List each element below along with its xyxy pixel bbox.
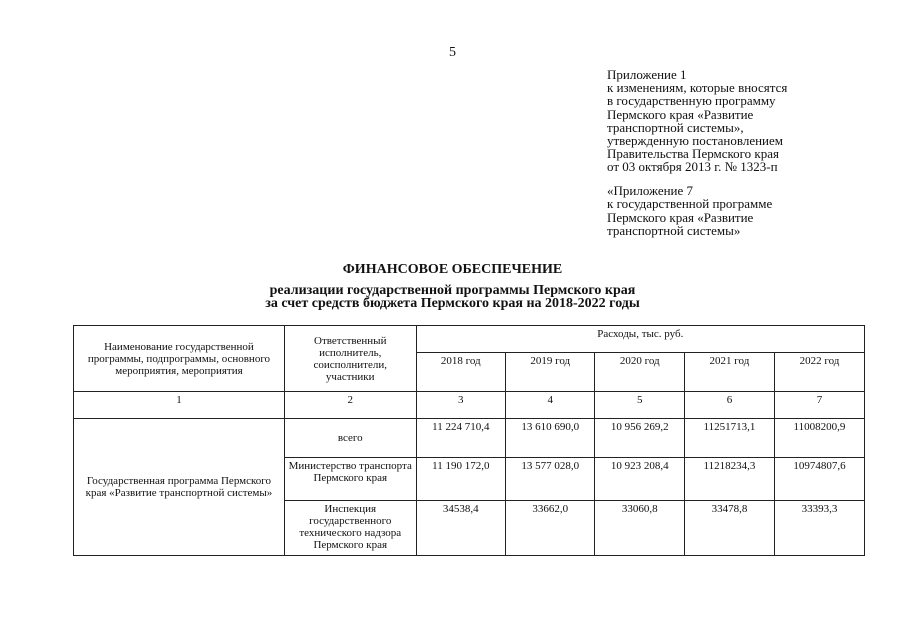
executor-cell: всего <box>284 419 416 458</box>
value-cell: 34538,4 <box>416 501 505 556</box>
header-year: 2022 год <box>774 353 864 392</box>
appendix-sub-line: транспортной системы» <box>607 223 741 239</box>
value-cell: 11251713,1 <box>684 419 774 458</box>
document-subtitle <box>0 284 905 310</box>
executor-cell: Министерство транспорта Пермского края <box>284 458 416 501</box>
value-cell: 11 190 172,0 <box>416 458 505 501</box>
header-executor: Ответственный исполнитель, соисполнители, участники <box>284 326 416 392</box>
appendix-line: в государственную программу <box>607 93 776 109</box>
value-cell: 33662,0 <box>506 501 595 556</box>
financing-table <box>73 325 865 556</box>
value-cell: 10 956 269,2 <box>595 419 684 458</box>
appendix-line: от 03 октября 2013 г. № 1323-п <box>607 159 778 175</box>
header-year: 2019 год <box>506 353 595 392</box>
table-row <box>74 419 865 458</box>
value-cell: 13 610 690,0 <box>506 419 595 458</box>
value-cell: 11 224 710,4 <box>416 419 505 458</box>
value-cell: 10 923 208,4 <box>595 458 684 501</box>
program-name: Государственная программа Пермского края «Развитие транспортной системы» <box>74 419 285 556</box>
header-year: 2020 год <box>595 353 684 392</box>
executor-cell: Инспекция государственного технического надзора Пермского края <box>284 501 416 556</box>
column-number: 1 <box>74 392 285 419</box>
column-number-row <box>74 392 865 419</box>
value-cell: 33478,8 <box>684 501 774 556</box>
appendix-line: Приложение 1 <box>607 67 687 82</box>
column-number: 6 <box>684 392 774 419</box>
page-number: 5 <box>449 45 456 60</box>
appendix-subheader <box>607 184 772 238</box>
header-name: Наименование государственной программы, подпрограммы, основного мероприятия, мероприятия <box>74 326 285 392</box>
subtitle-line-2: за счет средств бюджета Пермского края на 2018-2022 годы <box>265 296 640 311</box>
appendix-sub-line: «Приложение 7 <box>607 183 694 198</box>
value-cell: 33393,3 <box>774 501 864 556</box>
column-number: 2 <box>284 392 416 419</box>
document-title: ФИНАНСОВОЕ ОБЕСПЕЧЕНИЕ <box>342 262 563 277</box>
column-number: 4 <box>506 392 595 419</box>
column-number: 7 <box>774 392 864 419</box>
header-year: 2021 год <box>684 353 774 392</box>
header-year: 2018 год <box>416 353 505 392</box>
table-header-row <box>74 326 865 353</box>
appendix-line: Пермского края «Развитие <box>607 106 754 122</box>
appendix-line: транспортной системы», <box>607 119 744 135</box>
value-cell: 33060,8 <box>595 501 684 556</box>
column-number: 3 <box>416 392 505 419</box>
value-cell: 13 577 028,0 <box>506 458 595 501</box>
appendix-line: утвержденную постановлением <box>607 133 784 149</box>
value-cell: 10974807,6 <box>774 458 864 501</box>
value-cell: 11008200,9 <box>774 419 864 458</box>
appendix-line: к изменениям, которые вносятся <box>607 80 788 96</box>
appendix-sub-line: к государственной программе <box>607 196 773 212</box>
appendix-line: Правительства Пермского края <box>607 146 779 162</box>
subtitle-line-1: реализации государственной программы Пермского края <box>269 283 636 298</box>
appendix-header <box>607 68 787 174</box>
appendix-sub-line: Пермского края «Развитие <box>607 209 754 225</box>
value-cell: 11218234,3 <box>684 458 774 501</box>
column-number: 5 <box>595 392 684 419</box>
header-expenses: Расходы, тыс. руб. <box>416 326 864 353</box>
